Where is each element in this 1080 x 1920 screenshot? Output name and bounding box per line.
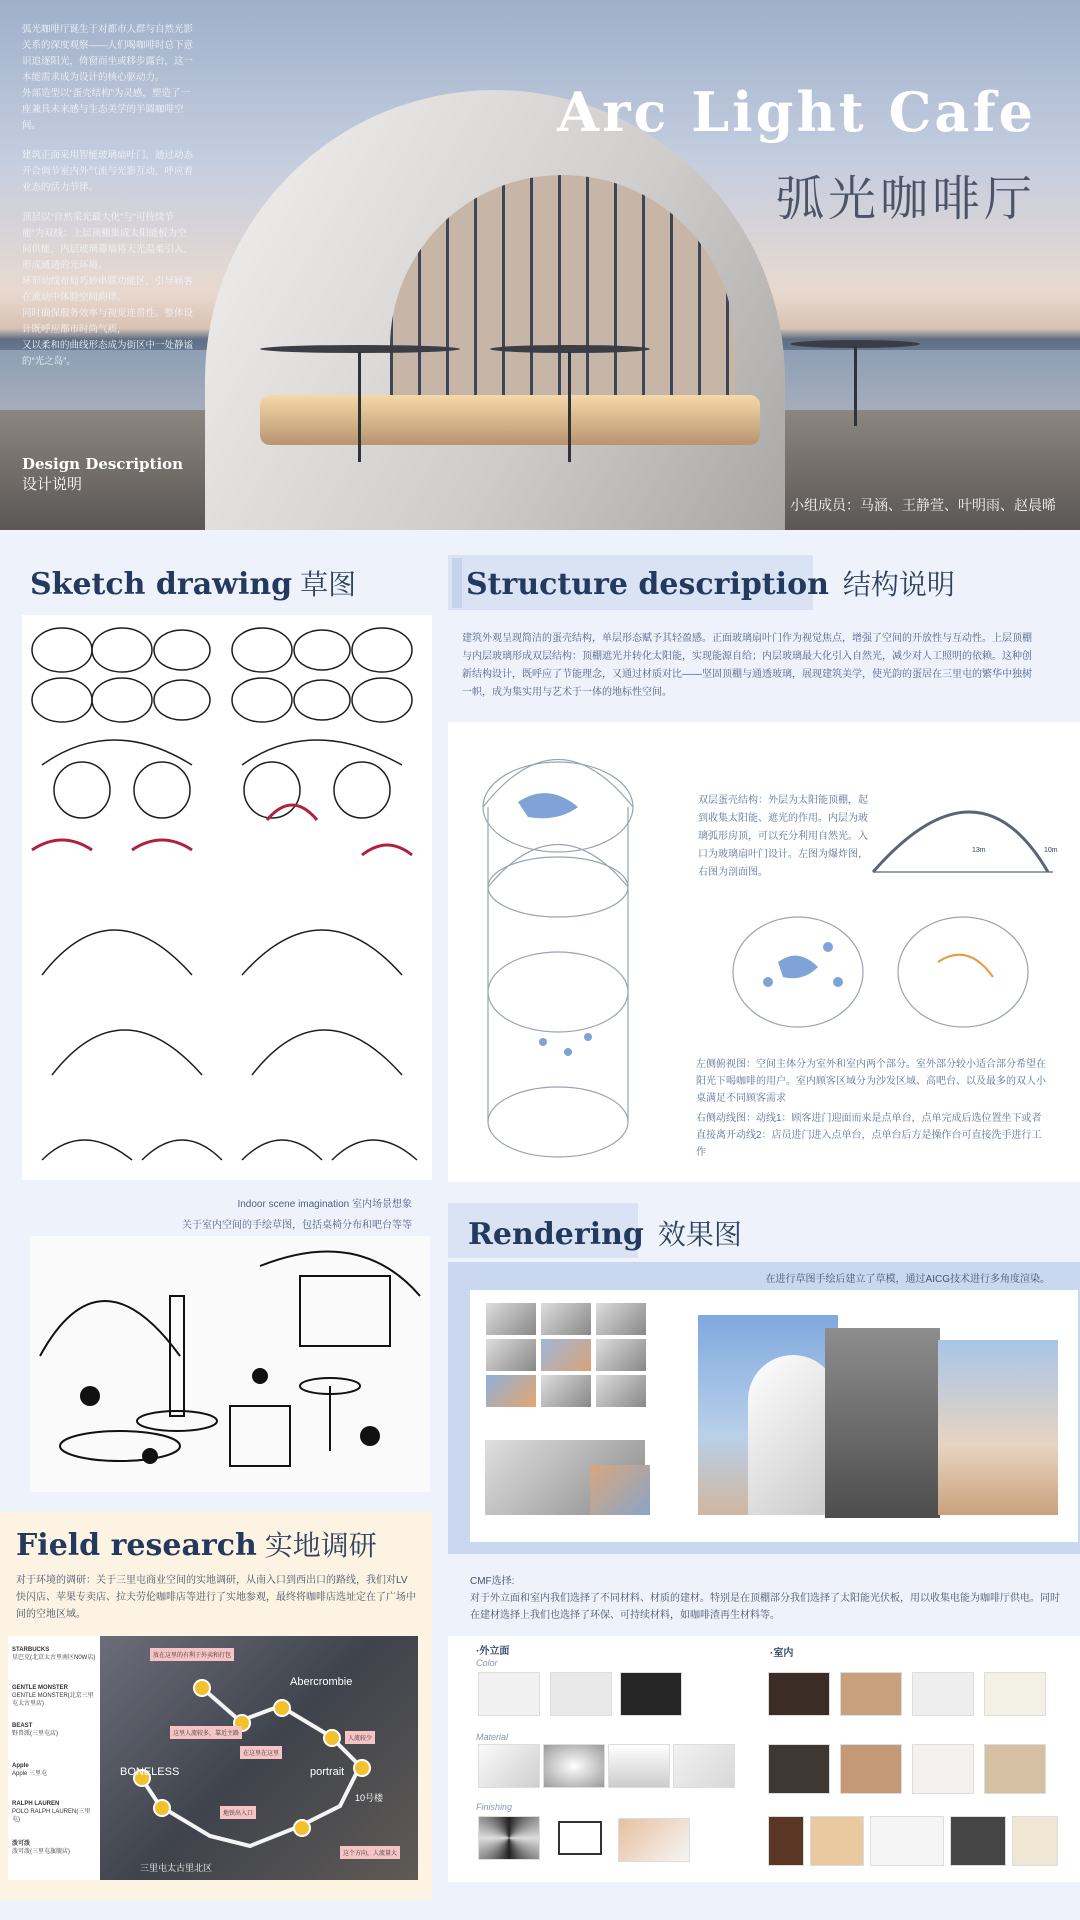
map-note: 这个方向，人流量大 [340,1846,400,1859]
ext-finishing-swatch [478,1816,540,1860]
indoor-sketch [30,1236,430,1492]
structure-note-1: 双层蛋壳结构：外层为太阳能顶棚，起到收集太阳能、遮光的作用。内层为玻璃弧形房顶，可以充分利用自然光。入口为玻璃扇叶门设计。左图为爆炸图，右图为剖面图。 [698,795,868,878]
sketch-title-cn: 草图 [300,569,357,600]
int-material-swatch [840,1744,902,1794]
indoor-sketch-panel [30,1236,430,1492]
shop-list-item: GENTLE MONSTER GENTLE MONSTER(北京三里屯太古里店) [12,1685,94,1707]
int-material-swatch [984,1744,1046,1794]
field-title-cn: 实地调研 [264,1530,377,1561]
map-marker-icon [193,1679,211,1697]
section-dimension: 13m [972,847,986,854]
int-material-swatch [912,1744,974,1794]
render-thumbnail [595,1302,647,1336]
int-finishing-swatch [950,1816,1006,1866]
render-main-2 [825,1328,940,1518]
render-thumbnail [540,1338,592,1372]
ext-material-swatch [608,1744,670,1788]
map-note: 放在这里的有利于外卖和打包 [150,1648,234,1661]
int-color-swatch [912,1672,974,1716]
sketch-heading [30,563,356,603]
ext-color-swatch [478,1672,540,1716]
rendering-gallery [470,1290,1078,1542]
map-label: portrait [310,1766,345,1778]
shop-list-item: RALPH LAUREN POLO RALPH LAUREN(三里屯) [12,1801,91,1823]
int-color-swatch [840,1672,902,1716]
cmf-finishing-label: Finishing [476,1802,513,1812]
render-thumbnail [485,1338,537,1372]
int-finishing-swatch [810,1816,864,1866]
structure-title-en: Structure description [466,567,829,602]
render-interior-view [590,1465,650,1515]
cmf-panel [448,1636,1080,1882]
ext-finishing-swatch [618,1818,690,1862]
indoor-caption-2: 关于室内空间的手绘草图，包括桌椅分布和吧台等等 [182,1220,412,1231]
map-label: 10号楼 [355,1793,384,1803]
lit-counter [260,395,760,445]
ext-material-swatch [543,1744,605,1788]
sketch-panel [22,615,432,1180]
map-marker-icon [323,1729,341,1747]
cmf-material-label: Material [476,1732,509,1742]
ext-color-swatch [550,1672,612,1716]
ext-material-swatch [478,1744,540,1788]
sketch-drawings [22,615,432,1180]
heading-accent [452,558,462,608]
map-label: 三里屯太古里北区 [140,1863,213,1873]
render-thumbnail [485,1374,537,1408]
map-marker-icon [293,1819,311,1837]
section-dimension: 10m [1044,847,1058,854]
map-label: Abercrombie [290,1676,353,1688]
structure-panel [448,722,1080,1182]
map-note: 这里人流较多，靠近主路 [170,1726,242,1739]
map-note: 人流较少 [345,1731,375,1744]
team-members: 小组成员：马涵、王静萱、叶明雨、赵晨晞 [790,497,1056,513]
map-marker-icon [153,1799,171,1817]
cmf-exterior-label: ·外立面 [476,1646,510,1657]
rendering-caption: 在进行草图手绘后建立了草模，通过AICG技术进行多角度渲染。 [765,1274,1050,1285]
design-description-en: Design Description [22,455,184,473]
map-note: 在这里在这里 [240,1746,282,1759]
rendering-title-en: Rendering [468,1217,644,1252]
page-title-en: Arc Light Cafe [557,80,1036,144]
int-finishing-swatch [1012,1816,1058,1866]
rendering-heading [468,1213,742,1253]
field-paragraph: 对于环境的调研：关于三里屯商业空间的实地调研，从南入口到西出口的路线，我们对LV快闪店、苹果专卖店、拉夫劳伦咖啡店等进行了实地参观，最终将咖啡店选址定在了广场中间的空地区域。 [16,1575,416,1620]
map-marker-icon [273,1699,291,1717]
indoor-caption [2,1195,412,1231]
cmf-paragraph: 对于外立面和室内我们选择了不同材料、材质的建材。特别是在顶棚部分我们选择了太阳能光伏板，用以收集电能为咖啡厅供电。同时在建材选择上我们也选择了环保、可持续材料，如咖啡渣再生材料等。 [470,1593,1060,1621]
render-thumbnail [595,1374,647,1408]
cmf-interior-label: ·室内 [770,1648,794,1659]
shop-list [8,1636,100,1880]
map-note: 地铁出入口 [220,1806,256,1819]
int-finishing-swatch [870,1816,944,1866]
int-color-swatch [768,1672,830,1716]
structure-note-3: 右侧动线图：动线1：顾客进门迎面而来是点单台，点单完成后选位置坐下或者直接离开动线2：店员进门进入点单台，点单台后方是操作台可直接洗手进行工作 [696,1113,1042,1158]
ext-finishing-swatch [558,1821,602,1855]
rendering-title-cn: 效果图 [657,1219,742,1250]
cmf-title: CMF选择: [470,1576,515,1587]
page-title-cn: 弧光咖啡厅 [775,173,1036,226]
cmf-color-label: Color [476,1658,498,1668]
shop-list-item: 泼可泼 泼可泼(三里屯旗舰店) [12,1841,70,1855]
ext-material-swatch [673,1744,735,1788]
indoor-caption-1: Indoor scene imagination 室内场景想象 [237,1199,412,1210]
sketch-title-en: Sketch drawing [30,567,293,602]
structure-title-cn: 结构说明 [842,569,955,600]
umbrella-pole [854,346,857,426]
map-marker-icon [353,1759,371,1777]
render-thumbnail [540,1302,592,1336]
intro-text: 弧光咖啡厅诞生于对都市人群与自然光影关系的深度观察——人们喝咖啡时总下意识追逐阳光，倚窗而坐或移步露台，这一本能需求成为设计的核心驱动力。 外部造型以“蛋壳结构”为灵感，塑造了一座兼具未来感与生态美学的半圆咖啡空间。 建筑正面采用智能玻璃扇叶门，通过动态开合调节室内外气流与光影互动，呼应着业态的活力节律。 顶层以“自然采光最大化”与“可持续节能”为双线：上层顶棚集成太阳能板为空间供能，内层玻璃幕墙将天光温柔引入，形成通透的光环境。 环形动线布局巧妙串联功能区，引导顾客在流动中体验空间韵律。 同时确保服务效率与视觉连贯性。整体设计既呼应都市时尚气质， 又以柔和的曲线形态成为街区中一处静谧的“光之岛”。 [22,24,194,367]
field-title-en: Field research [16,1528,257,1563]
render-thumbnail [485,1302,537,1336]
structure-note-2: 左侧俯视图：空间主体分为室外和室内两个部分。室外部分较小适合部分希望在阳光下喝咖啡的用户。室内顾客区域分为沙发区域、高吧台、以及最多的双人小桌满足不同顾客需求 [696,1059,1046,1104]
design-description-cn: 设计说明 [22,476,83,493]
int-color-swatch [984,1672,1046,1716]
int-finishing-swatch [768,1816,804,1866]
hero-banner [0,0,1080,530]
render-main-3 [938,1340,1058,1515]
map-label: BONELESS [120,1766,180,1778]
render-thumbnail [540,1374,592,1408]
int-material-swatch [768,1744,830,1794]
site-map [100,1636,418,1880]
umbrella-pole [568,352,571,462]
shop-list-item: BEAST 野兽派(三里屯店) [12,1723,58,1737]
structure-heading [466,563,955,603]
field-heading [16,1524,377,1564]
shop-list-item: Apple Apple 三里屯 [12,1763,48,1777]
shop-list-item: STARBUCKS 星巴克(北京太古里南区N0W店) [12,1647,96,1661]
umbrella-pole [358,352,361,462]
ext-color-swatch [620,1672,682,1716]
render-thumbnail [595,1338,647,1372]
structure-paragraph: 建筑外观呈现简洁的蛋壳结构，单层形态赋予其轻盈感。正面玻璃扇叶门作为视觉焦点，增强了空间的开放性与互动性。上层顶棚与内层玻璃形成双层结构：顶棚遮光并转化太阳能，实现能源自给；内层玻璃最大化引入自然光，减少对人工照明的依赖。这种创新结构设计，既呼应了节能理念，又通过材质对比——坚固顶棚与通透玻璃，展现建筑美学，使光韵的蛋居在三里屯的繁华中独树一帜，成为集实用与艺术于一体的地标性空间。 [462,633,1032,698]
